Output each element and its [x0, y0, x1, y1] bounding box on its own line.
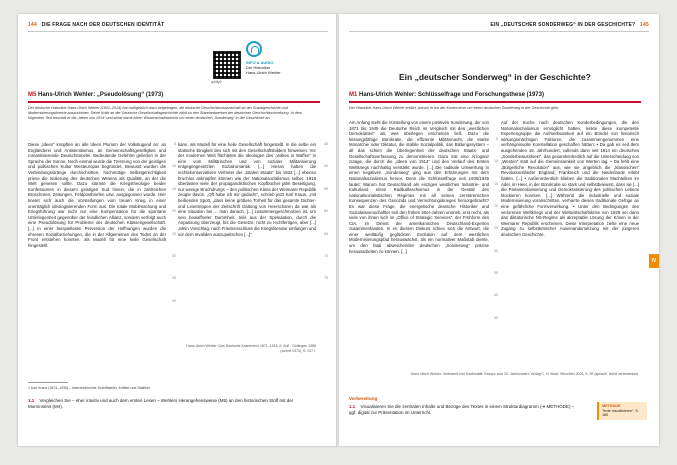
- material-title-m1: Hans-Ulrich Wehler: Schlüsselfrage und Forschungsthese (1973): [359, 92, 544, 98]
- task-text-right: Visualisieren Sie die zentralen Inhalte und Bezüge des Textes in einem Strukturdiagramm (➔ METHODE) – ggf. digital zur Präsentation im Unterricht.: [349, 404, 575, 415]
- source-citation-right: Hans-Ulrich Wehler: Verbrannt und Kontinuität. Essays zum 20. Jahrhundert, Verlag C. H. Beck, München 2003, S. 99 (sprachl. leicht veränderbar).: [410, 372, 639, 376]
- qr-code-icon[interactable]: [213, 51, 241, 79]
- footnote: 1 Karl Kraus (1874–1936) – österreichischer Schriftsteller, Kritiker und Satiriker: [28, 386, 151, 390]
- task-item-right: [349, 404, 579, 416]
- chapter-tab: IV: [649, 254, 659, 268]
- audio-label-line3: Hans-Ulrich Wehler: [246, 70, 281, 75]
- audio-icon[interactable]: [246, 41, 262, 57]
- audio-label: [246, 60, 306, 75]
- method-box[interactable]: [597, 402, 647, 420]
- task-number-right: 1.1: [349, 404, 356, 409]
- line-numbers-left: 5 10 15 20 25 30 35 40: [172, 142, 176, 303]
- task-text: Vergleichen Sie – eher intuitiv und auch dem ersten Lesen – Wehlers Herangehensweise (M5) an den historischen Stoff mit der Mommsens (M4).: [28, 398, 294, 409]
- footnote-rule: [28, 382, 68, 383]
- right-page: [339, 14, 659, 446]
- material-title: Hans-Ulrich Wehler: „Pseudolösung“ (1973): [38, 92, 164, 98]
- right-header-rule: [349, 31, 649, 32]
- line-numbers-right-col1: 5 10 15 20 25 30 35 40 45: [494, 136, 498, 320]
- audio-label-top: INFO & AUDIO: [246, 60, 274, 65]
- material-heading-m5: [28, 92, 320, 103]
- material-heading-m1: [349, 92, 641, 103]
- text-column-2-right: Auf der Suche nach deutschen Sonderbedingungen, die den Nationalsozialismus ermöglicht hatten, lenkte diese kompetente Expertengruppe die Aufmerksamkeit auf ein Bündel von historisch wirkungsmächtigen Faktoren, die zusammengenommen eine verhängnisvolle Konstellation geschaffen hätten: • Da gab es seit dem ausgehenden 18. Jahrhundert, vollends dann seit 1914 ein deutsches „Sonderbewusstsein“, das gesamteinheitlich auf die Unterscheidung von „Westen“ statt auf die Gemeinsamkeit von Werten lag. • Da fehlt eine „Bürgerliche Revolution“ aus, wie sie angeblich die „klassischen“ Revolutionsländer England, Frankreich und die Niederlande erlebt hatten. [...] • Außerordentlich blieben die traditionalen Machteliten im Adel, im Heer, in der Bürokratie so stark und selbstbewusst, dass sie [...] die Parlamentarisierung und Demokratisierung des politischen Lebens blockieren konnten. [...] Während die industrielle und soziale Modernisierung voranschritten, verharrte dieses traditionale Gefüge an eine gefährliche Formverwirkung. • Unter den Bedingungen des verlorenen Weltkriegs und der Weltwirtschaftskrise von 1929 sei dann das diktatorische NS-Regime als akzeptable Lösung der Krisen in der Weimarer Republik erschienen. Diese Interpretation zielte eine neue Zugang zu selbstkritischer Auseinandersetzung mit der jüngeren deutschen Geschichte.: [501, 120, 639, 237]
- right-page-number: 145: [640, 22, 649, 28]
- line-numbers-right: 45 50 55 60 65 70 75: [324, 142, 328, 281]
- task-number: 1.1: [28, 398, 35, 403]
- material-intro: Der deutsche Historiker Hans-Ulrich Wehler (1931–2014) hat maßgeblich dazu beigetragen, die deutsche Geschichtswissenschaft an der Sozialgeschichte und Modernisierungstheorie auszurichten. Seine Kritik an der Deutsche Gesellschaftsgeschichte zählt zu den Standardwerken der deutschen Geschichtsschreibung. In dem folgenden Text beurteilt er die „Ideen von 1914“ und stützt damit einen Wissenschaftsbericht um einen deutschen „Sonderweg“ in der Geschichte an.: [28, 106, 302, 120]
- source-citation: Hans-Ulrich Wehler: Das Deutsche Kaiserreich 1871–1918, 6. Aufl., Göttingen 1988 (zuerst 1973), S. 237 f.: [186, 344, 316, 353]
- method-text: Texte visualisieren“, S. 180: [602, 408, 639, 418]
- material-tag-m1: M1: [349, 92, 358, 98]
- right-running-head-text: EIN „DEUTSCHER SONDERWEG“ IN DER GESCHICHTE?: [490, 22, 636, 28]
- method-title: METHODE: [602, 404, 621, 408]
- qr-code-label: q44fy9: [211, 80, 222, 84]
- text-column-2: kann, als Modell für eine heile Gesellschaft hingestellt. In die selbe ein statische Einigkeit des sich mit den Gesellschaftsbildern hinweisen. Vor der modernen Welt flüchteten die Ideologen des „Volkes in Waffen“ in eine vom Militärischen und von sozialer Militarisierung entgegengesetzten Sozialromantik. [...] Hieran haben die rechtskonservativen Vertreter der „totalen Staats“ bis 1933 [...] ebenso bruchlos anknüpfen können wie der Nationalsozialismus selber. 1918 überlasten viele der propagandistischen Kopfbücher jähe Beseitigung, nur wenige Bruchdrungs – den politischen Klima der Weimarer Republik zeugte davon. „Oft habe ich mir gedacht“, schrieb jetzt Karl Kraus, „mit beißenden Spott, „dass keine größere Torheit für das gesamte Dichter- und Lesetreppen der Zeitschrift Gattung von Heerscharen da war als eine Situation bei ... man danach, [...] zusammengeschmolzen ist, um sein bewaffneter Dummheit, teils aus der Spekulation, durch die Anpassung überzeugt, bis die Gesetze, nicht zu rechtfertigen, aber [...] „Mein Vorschlag, nach Friedensschluss die Kriegsliteratur einfangen und vor dem Invaliden auszupeitschen [...]“: [178, 142, 316, 237]
- left-header-rule: [28, 31, 328, 32]
- audio-label-line2: Der Historiker: [246, 65, 271, 70]
- chapter-title: Ein „deutscher Sonderweg“ in der Geschichte?: [399, 72, 591, 82]
- left-page-number: 144: [28, 22, 37, 28]
- task-item: [28, 398, 308, 410]
- material-tag: M5: [28, 92, 37, 98]
- left-running-head-text: DIE FRAGE NACH DER DEUTSCHEN IDENTITÄT: [41, 22, 165, 28]
- left-page: [18, 14, 338, 446]
- text-column-1: Diese „Ideen“ knüpften an alle Ideen Plurium der Volkstugend an: an Engländerei und Antisemitismus, an Gemeinschaftsgeselligkeit und romantisierende Deutschtümelei. Bedeutende Gelehrte gelierten in der Sprache der Sonne. Noch einmal wurde die Trennung von der geistigen und politischen Kultur Westeuropas begründet. Bewusst wurden die Verbindungsstränge durchschnitten, hochmütige Selbstgerechtigkeit priese die Isolierung des deutschen Wesens als Qualität, an der die Welt genesen sollte. Dazu stürmte die Kriegstheologie beider Konfessionen in diesem geistigen Sud hinein, die in zahlreichen Broschüren, Zeitungen, Feldpostbriefen usw. ausgegossen wurde. Hier knetet sich auch die Vorstellungen vom treuen Krieg in einer unerträglich ideologisierenden Form aus. Die totale Mobilmachung und Kriegsführung war nicht nur eine Kompensation für die spontane Unterlegenheit gegenüber der feindlichen Allianz, sondern verfolgt auch eine Pseudolösung für Probleme der deutschen Klassengesellschaft. [...] In einer beispiellosen Perversion der Hoffnungen wurden die ehrenen Sozialbeziehungen, die in der Allgemeinen des Todes an der Front entstehen konnten, als Modell für eine heile Gesellschaft hingestellt.: [28, 142, 166, 248]
- material-intro-m1: Der Historiker Hans-Ulrich Wehler erklärt, warum er bei der Kontroverse um einen deutschen Sonderweg in der Geschichte geht.: [349, 106, 560, 110]
- text-column-1-right: Am Anfang steht die Vorstellung von einem positiven Sonderweg, der von 1871 bis 1945 die Deutsche Reich im Vergleich mit den „westlichen Demokratien“ als weit überlegen erscheinen ließ. Dazu die leistungsfähige Bürokratie, die effiziente Militärmacht, die starke Monarchie oder Diktatur, die stabile Sozialpolitik, das Bildungssystem – all das schien die Überlegenheit der deutschen Staats- und Gesellschaftsverfassung zu demonstrieren. Dazu trat eine Arroganz zutage, die durch die „Ideen von 1914“ und den Verlauf des Ersten Weltkriegs nachhaltig verstärkt wurde. [...] Die radikale Umwertung in einen negativen „Sonderweg“ ging aus den Erfahrungen mit dem Nationalsozialismus hervor. Denn die Schlüsselfrage seit 1930/1945 lautet: Warum hat Deutschland als einziges westliches Industrie- und Kulturland einen Radikalfaschismus in der Gestalt des nationalsozialistischen Regimes mit all seinen zerstörerischen Konsequenzen des Genozids und Vernichtungskrieges hervorgebracht? Es war diese Frage, die energetische deutsche Historiker und Sozialwissenschaftler seit den frühen 60er-Jahren umtrieb, erst recht, als viele von ihnen sich im „Office of Strategic Services“, der Frühform des CIA, im Dienst der amerikanischen Deutschland-Experten zusammenfanden. In en diesem Diskurs schien sich die Antwort, die einer weitläufig geglückten Evolution auf dem westlichen Modernisierungspfad herauswächst, als ein normativer Maßstab diente, um den fatal abweichenden deutschen „Sonderweg“ präzise herausarbeiten zu können. [...]: [349, 120, 489, 254]
- vorbereitung-label: Vorbereitung: [349, 396, 378, 401]
